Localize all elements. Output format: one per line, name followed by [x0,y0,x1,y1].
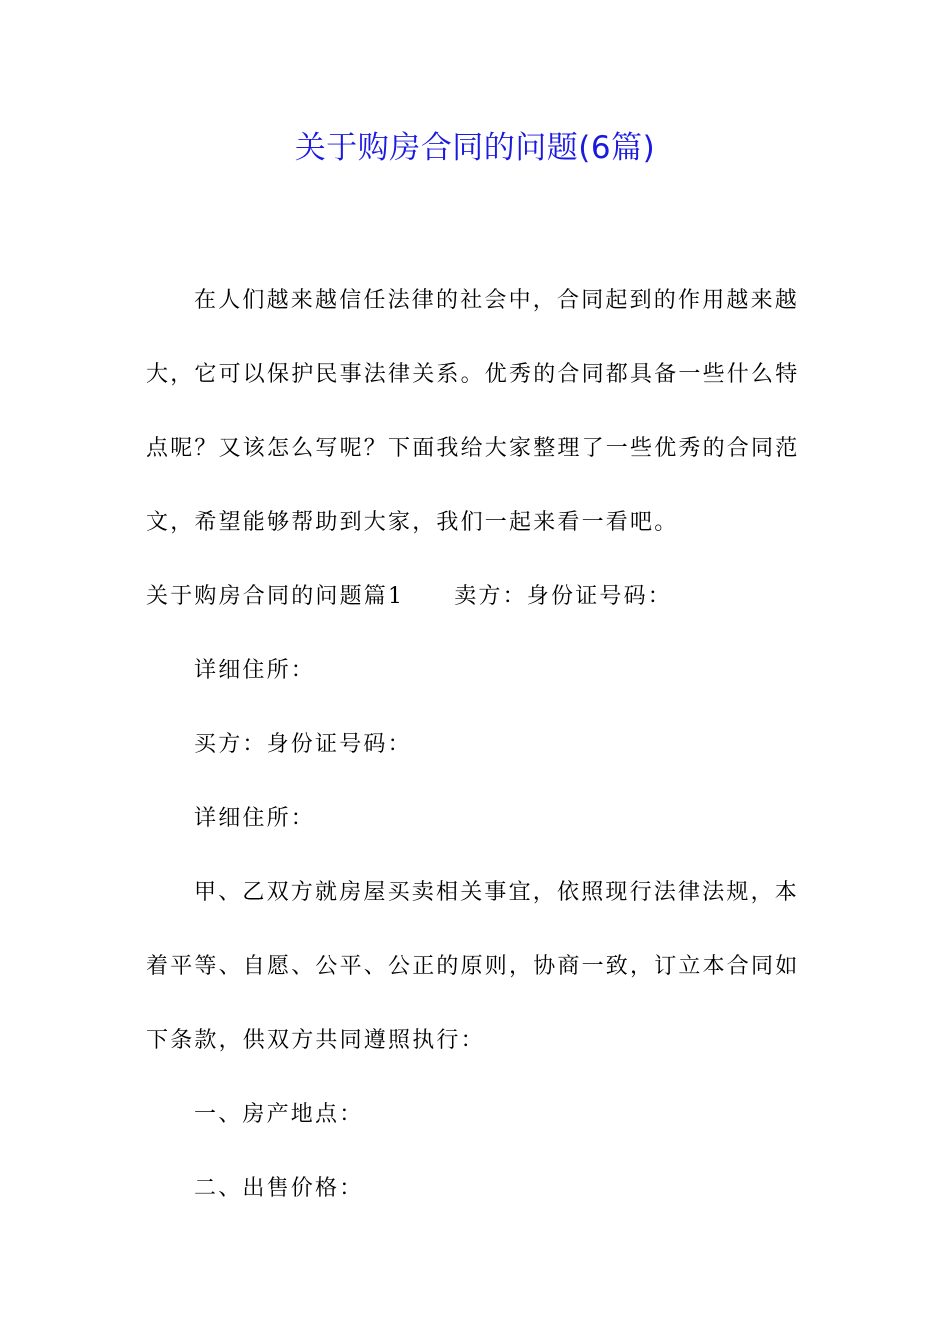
document-body [146,264,806,1226]
clause-property-location: 一、房产地点： [194,1102,364,1127]
intro-paragraph: 在人们越来越信任法律的社会中，合同起到的作用越来越大，它可以保护民事法律关系。优秀的合同都具备一些什么特点呢？又该怎么写呢？下面我给大家整理了一些优秀的合同范文，希望能够帮助到大家，我们一起来看一看吧。 [146,288,800,535]
section-1-heading: 关于购房合同的问题篇1 [146,584,405,609]
seller-id-line: 卖方：身份证号码： [454,584,673,609]
agreement-paragraph: 甲、乙双方就房屋买卖相关事宜，依照现行法律法规，本着平等、自愿、公平、公正的原则，协商一致，订立本合同如下条款，供双方共同遵照执行： [146,880,800,1053]
buyer-address-line: 详细住所： [194,806,316,831]
seller-address-line: 详细住所： [194,658,316,683]
document-title: 关于购房合同的问题(6篇) [294,130,656,166]
section-heading-line [146,560,806,634]
buyer-id-line: 买方：身份证号码： [194,732,412,757]
clause-sale-price: 二、出售价格： [194,1176,364,1201]
